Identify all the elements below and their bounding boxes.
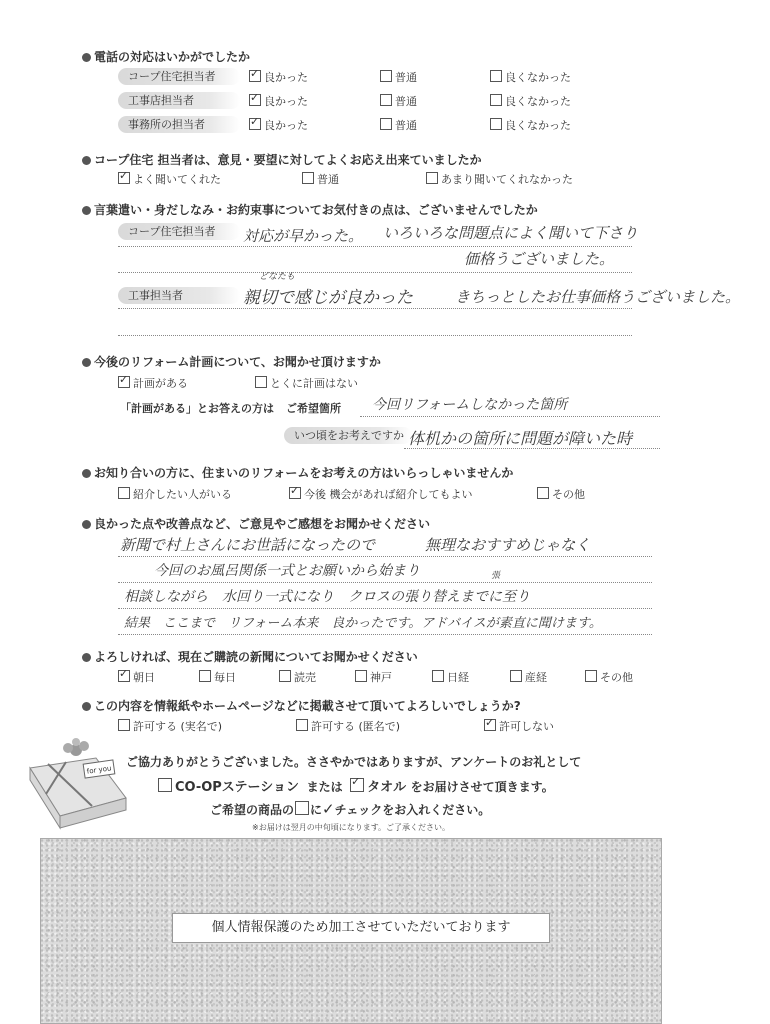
q7-option-mainichi[interactable]: 毎日 (199, 669, 236, 685)
q4-place-answer: 今回リフォームしなかった箇所 (372, 397, 568, 413)
q8-option-not-allowed[interactable]: ✓ 許可しない (484, 718, 554, 734)
q3-label-construction: 工事担当者 (118, 287, 240, 304)
dotted-line (360, 416, 660, 417)
checkbox[interactable] (426, 172, 438, 184)
delivery-note: ※お届けは翌月の中旬頃になります。ご了承ください。 (252, 823, 451, 832)
q1-option-good[interactable]: ✓ 良かった (249, 117, 308, 133)
checkbox[interactable] (490, 118, 502, 130)
checkbox[interactable] (296, 719, 308, 731)
dotted-line (118, 308, 632, 309)
q3-answer-construction-a: 親切で感じが良かった (243, 288, 413, 308)
q1-option-normal[interactable]: 普通 (380, 117, 417, 133)
gift-illustration (26, 736, 130, 832)
q1-option-good[interactable]: ✓ 良かった (249, 93, 308, 109)
checkbox[interactable] (255, 376, 267, 388)
q3-title: 言葉遣い・身だしなみ・お約束事についてお気付きの点は、ございませんでしたか (82, 201, 538, 218)
q1-option-normal[interactable]: 普通 (380, 69, 417, 85)
checkbox-checked[interactable] (249, 94, 261, 106)
q8-option-real-name[interactable]: 許可する (実名で) (118, 718, 222, 734)
q7-option-other[interactable]: その他 (585, 669, 633, 685)
dotted-line (118, 634, 652, 635)
coop-station-label: CO-OPステーション (175, 780, 300, 795)
q3-answer-coop-a: 対応が早かった。 (243, 227, 364, 245)
q4-place-label: ご希望箇所 (286, 402, 341, 415)
q6-answer-line2: 今回のお風呂関係一式とお願いから始まり (154, 563, 420, 579)
q7-option-yomiuri[interactable]: 読売 (279, 669, 316, 685)
checkbox-checked[interactable] (118, 172, 130, 184)
gift-tag-text: for you (86, 764, 112, 776)
q7-option-nikkei[interactable]: 日経 (432, 669, 469, 685)
checkbox-checked[interactable] (249, 118, 261, 130)
dotted-line (118, 582, 652, 583)
q4-title: 今後のリフォーム計画について、お聞かせ頂けますか (82, 353, 381, 370)
q2-option-listened[interactable]: ✓よく聞いてくれた (118, 171, 221, 187)
coop-station-checkbox[interactable] (158, 778, 172, 792)
checkbox[interactable] (118, 487, 130, 499)
checkbox[interactable] (432, 670, 444, 682)
checkbox-checked[interactable] (118, 376, 130, 388)
q4-option-plan[interactable]: ✓計画がある (118, 375, 188, 391)
q5-title: お知り合いの方に、住まいのリフォームをお考えの方はいらっしゃいませんか (82, 464, 513, 481)
q6-answer-line3: 相談しながら 水回り一式になり クロスの張り替えまでに至り (124, 589, 530, 605)
q5-option-maybe[interactable]: ✓ 今後 機会があれば紹介してもよい (289, 486, 473, 502)
sample-checkbox-icon (295, 801, 309, 815)
checkbox[interactable] (279, 670, 291, 682)
q1-row-label: コープ住宅担当者 (118, 68, 240, 85)
q1-option-bad[interactable]: 良くなかった (490, 69, 571, 85)
closing-thanks: ご協力ありがとうございました。ささやかではありますが、アンケートのお礼として (126, 755, 582, 769)
dotted-line (118, 608, 652, 609)
q5-option-other[interactable]: その他 (537, 486, 585, 502)
q4-option-no-plan[interactable]: とくに計画はない (255, 375, 358, 391)
dotted-line (404, 448, 660, 449)
q1-option-bad[interactable]: 良くなかった (490, 117, 571, 133)
q3-answer-coop-c: 価格うございました。 (464, 250, 615, 268)
checkbox-checked[interactable] (249, 70, 261, 82)
q4-when-answer: 体机かの箇所に問題が障いた時 (408, 429, 633, 448)
checkbox-checked[interactable] (484, 719, 496, 731)
q6-answer-line1: 新聞で村上さんにお世話になったので (120, 536, 376, 554)
closing-product-line (158, 776, 554, 795)
q1-option-good[interactable]: ✓ 良かった (249, 69, 308, 85)
dotted-line (118, 272, 632, 273)
towel-checkbox[interactable] (350, 778, 364, 792)
q3-label-coop: コープ住宅担当者 (118, 223, 240, 240)
q7-option-kobe[interactable]: 神戸 (355, 669, 392, 685)
q7-option-asahi[interactable]: ✓朝日 (118, 669, 155, 685)
q6-answer-small: 張 (491, 571, 501, 581)
closing-instruction: ご希望の商品の に✓チェックをお入れください。 (210, 800, 491, 818)
dotted-line (118, 335, 632, 336)
q2-option-normal[interactable]: 普通 (302, 171, 339, 187)
dotted-line (118, 556, 652, 557)
checkbox[interactable] (380, 70, 392, 82)
q4-sub-label: 「計画がある」とお答えの方は (120, 402, 274, 415)
q2-title: コープ住宅 担当者は、意見・要望に対してよくお応え出来ていましたか (82, 151, 482, 168)
q3-answer-coop-b: いろいろな問題点によく聞いて下さり (383, 224, 639, 242)
q7-title: よろしければ、現在ご購読の新聞についてお聞かせください (82, 648, 418, 665)
q7-option-sankei[interactable]: 産経 (510, 669, 547, 685)
q6-title: 良かった点や改善点など、ご意見やご感想をお聞かせください (82, 515, 430, 532)
checkbox[interactable] (355, 670, 367, 682)
towel-label: タオル (367, 780, 407, 795)
dotted-line (118, 246, 632, 247)
q1-option-bad[interactable]: 良くなかった (490, 93, 571, 109)
q8-title: この内容を情報紙やホームページなどに掲載させて頂いてよろしいでしょうか? (82, 697, 521, 714)
q5-option-introduce[interactable]: 紹介したい人がいる (118, 486, 232, 502)
checkbox[interactable] (585, 670, 597, 682)
q1-title: 電話の対応はいかがでしたか (82, 48, 250, 65)
q4-when-label: いつ頃をお考えですか (284, 427, 412, 444)
q1-row-label: 事務所の担当者 (118, 116, 240, 133)
privacy-notice: 個人情報保護のため加工させていただいております (172, 913, 550, 943)
checkbox[interactable] (118, 719, 130, 731)
q1-row-label: 工事店担当者 (118, 92, 240, 109)
checkbox[interactable] (199, 670, 211, 682)
deliver-text: をお届けさせて頂きます。 (410, 780, 554, 794)
q3-answer-construction-b: きちっとしたお仕事価格うございました。 (455, 288, 741, 306)
q6-answer-line4: 結果 ここまで リフォーム本来 良かったです。アドバイスが素直に聞けます。 (124, 616, 602, 631)
q8-option-anonymous[interactable]: 許可する (匿名で) (296, 718, 400, 734)
q3-answer-small: どなたも (259, 272, 296, 282)
q2-option-not-listened[interactable]: あまり聞いてくれなかった (426, 171, 573, 187)
checkbox-checked[interactable] (289, 487, 301, 499)
q1-option-normal[interactable]: 普通 (380, 93, 417, 109)
checkbox-checked[interactable] (118, 670, 130, 682)
checkmark-icon: ✓ (322, 800, 335, 818)
or-text: または (306, 780, 343, 794)
checkbox[interactable] (380, 118, 392, 130)
checkbox[interactable] (380, 94, 392, 106)
checkbox[interactable] (302, 172, 314, 184)
q6-answer-line1b: 無理なおすすめじゃなく (425, 536, 591, 554)
checkbox[interactable] (490, 70, 502, 82)
checkbox[interactable] (537, 487, 549, 499)
checkbox[interactable] (510, 670, 522, 682)
checkbox[interactable] (490, 94, 502, 106)
